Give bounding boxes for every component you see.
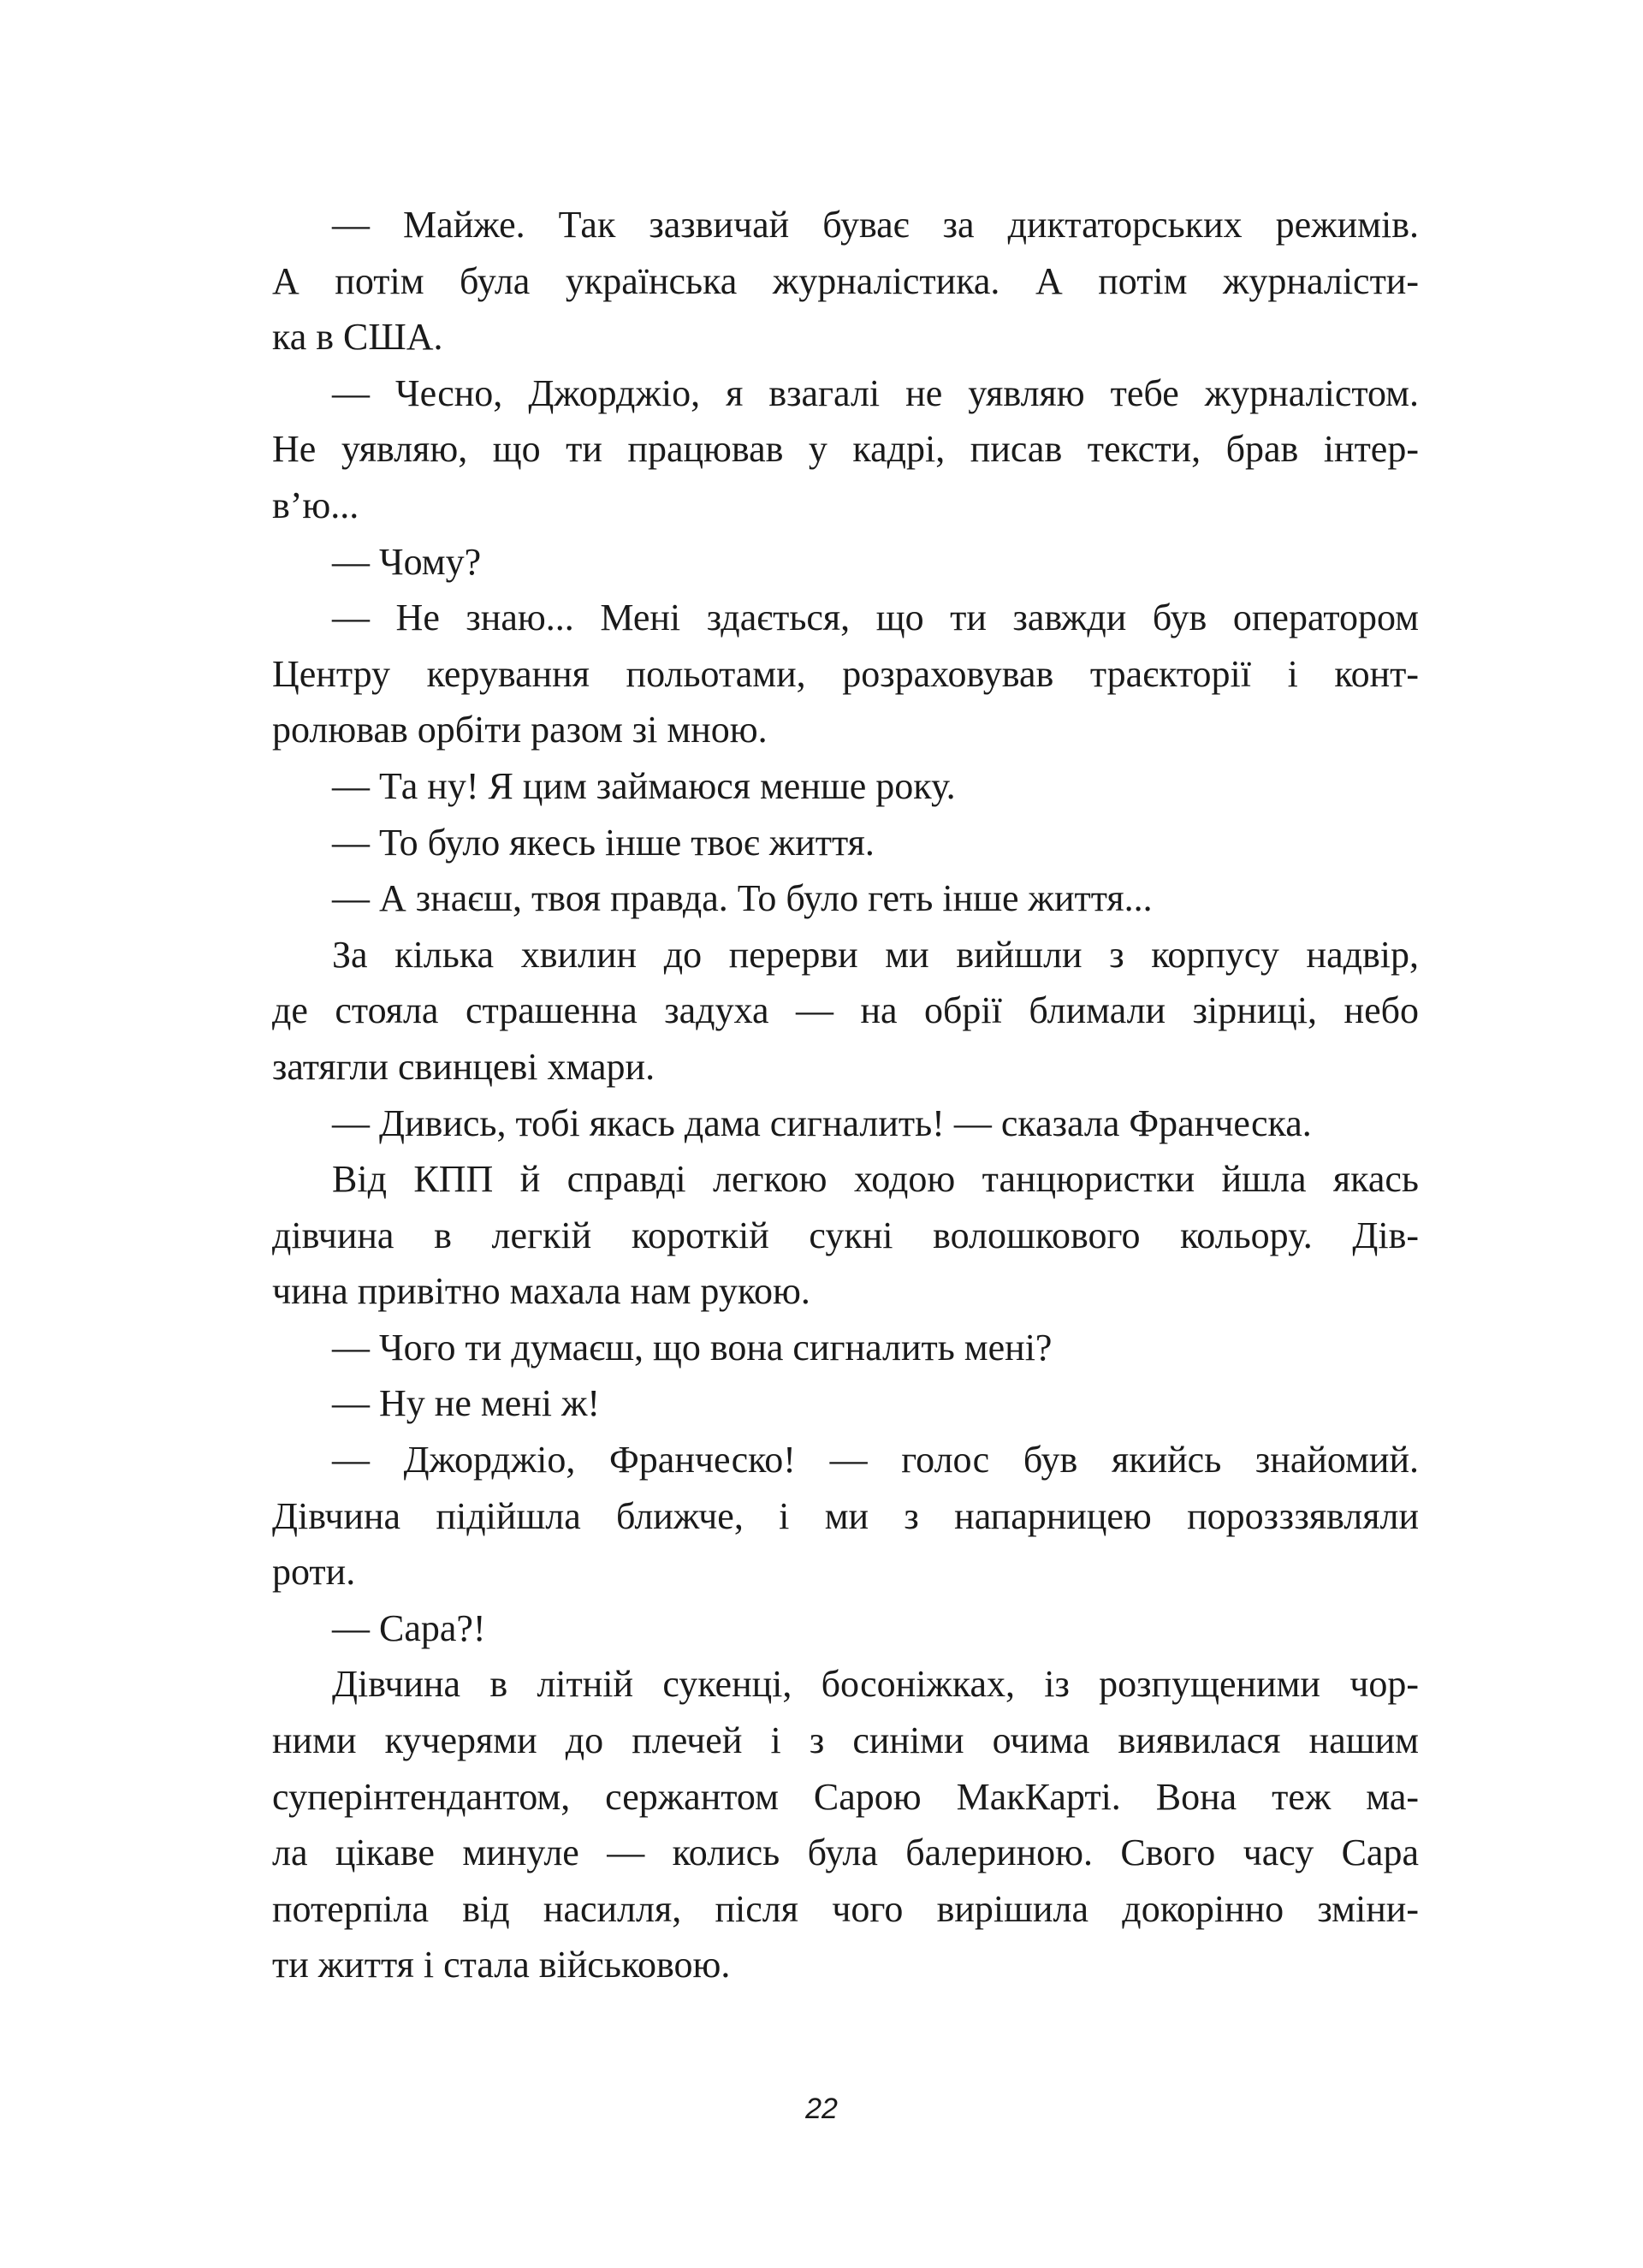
paragraph: [272, 870, 1419, 927]
paragraph: [272, 758, 1419, 815]
text-line: Центру керування польотами, розраховував траєкторії і конт-: [272, 652, 1419, 695]
paragraph: [272, 1600, 1419, 1657]
text-line: суперінтендантом, сержантом Сарою МакКарті. Вона теж ма-: [272, 1775, 1419, 1818]
text-line: — Дивись, тобі якась дама сигналить! — сказала Франческа.: [332, 1101, 1312, 1144]
text-line: — То було якесь інше твоє життя.: [332, 821, 875, 864]
text-line: — А знаєш, твоя правда. То було геть інше життя...: [332, 877, 1153, 920]
text-line: ла цікаве минуле — колись була балериною. Свого часу Сара: [272, 1832, 1419, 1874]
text-line: Не уявляю, що ти працював у кадрі, писав тексти, брав інтер-: [272, 428, 1419, 471]
page-number: 22: [805, 2093, 838, 2125]
text-line: — Майже. Так зазвичай буває за диктаторських режимів.: [332, 204, 1419, 246]
text-line: ти життя і стала військовою.: [272, 1944, 731, 1986]
paragraph: [272, 1656, 1419, 1993]
text-line: За кілька хвилин до перерви ми вийшли з корпусу надвір,: [332, 933, 1419, 976]
page-body-text: [272, 197, 1419, 1993]
text-line: Дівчина підійшла ближче, і ми з напарницею порозззявляли: [272, 1494, 1419, 1537]
text-line: А потім була українська журналістика. А потім журналісти-: [272, 259, 1419, 302]
paragraph: [272, 1432, 1419, 1600]
paragraph: [272, 927, 1419, 1095]
paragraph: [272, 1375, 1419, 1432]
text-line: в’ю...: [272, 484, 359, 526]
text-line: потерпіла від насилля, після чого вирішила докорінно зміни-: [272, 1887, 1419, 1930]
paragraph: [272, 590, 1419, 758]
text-line: ними кучерями до плечей і з синіми очима виявилася нашим: [272, 1719, 1419, 1762]
paragraph: [272, 1151, 1419, 1320]
text-line: — Чесно, Джорджіо, я взагалі не уявляю тебе журналістом.: [332, 371, 1419, 414]
text-line: Дівчина в літній сукенці, босоніжках, із розпущеними чор-: [332, 1663, 1419, 1706]
text-line: — Сара?!: [332, 1606, 486, 1649]
text-line: — Не знаю... Мені здається, що ти завжди був оператором: [332, 597, 1419, 639]
text-line: — Чого ти думаєш, що вона сигналить мені?: [332, 1326, 1053, 1369]
paragraph: [272, 815, 1419, 871]
text-line: дівчина в легкій короткій сукні волошкового кольору. Дів-: [272, 1214, 1419, 1256]
paragraph: [272, 1095, 1419, 1152]
paragraph: [272, 534, 1419, 591]
text-line: Від КПП й справді легкою ходою танцюристки йшла якась: [332, 1158, 1419, 1201]
paragraph: [272, 197, 1419, 365]
text-line: — Джорджіо, Франческо! — голос був якийсь знайомий.: [332, 1439, 1419, 1481]
paragraph: [272, 365, 1419, 534]
text-line: ка в США.: [272, 316, 443, 359]
text-line: ролював орбіти разом зі мною.: [272, 709, 768, 751]
text-line: — Ну не мені ж!: [332, 1382, 601, 1425]
text-line: затягли свинцеві хмари.: [272, 1045, 655, 1088]
text-line: роти.: [272, 1551, 356, 1594]
text-line: — Чому?: [332, 540, 482, 583]
text-line: де стояла страшенна задуха — на обрії блимали зірниці, небо: [272, 989, 1419, 1032]
text-line: — Та ну! Я цим займаюся менше року.: [332, 764, 956, 807]
text-line: чина привітно махала нам рукою.: [272, 1270, 810, 1313]
paragraph: [272, 1320, 1419, 1376]
